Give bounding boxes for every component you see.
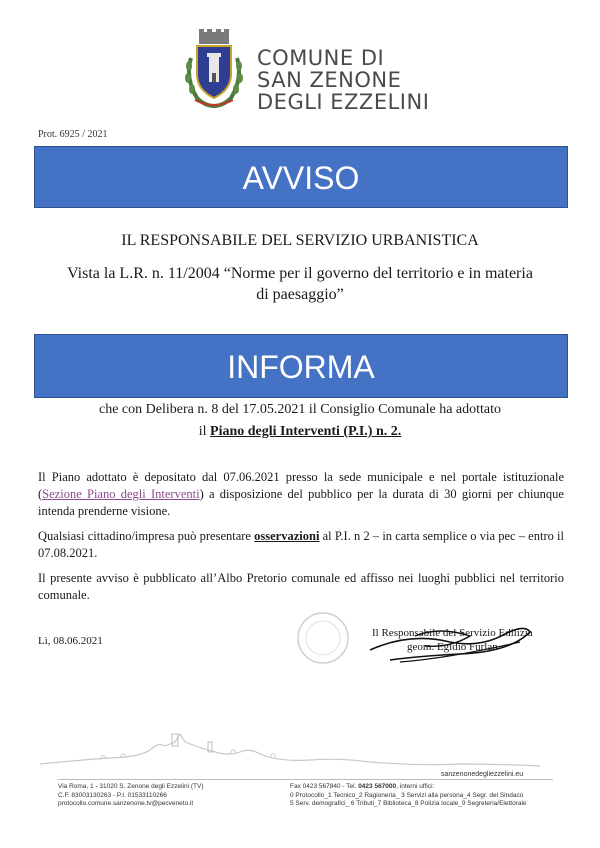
- footer-address: [58, 783, 203, 809]
- delibera-line: che con Delibera n. 8 del 17.05.2021 il Consiglio Comunale ha adottato: [98, 402, 502, 417]
- website-url[interactable]: sanzenonedegliezzelini.eu: [441, 771, 524, 778]
- paragraph-deposit-after: ) a disposizione del pubblico per la durata di 30 giorni per chiunque intenda prenderne visione.: [38, 487, 564, 518]
- footer-contacts: [290, 783, 527, 809]
- footer-pec-email[interactable]: protocollo.comune.sanzenone.tv@pecveneto.it: [58, 800, 194, 807]
- paragraph-observations-before: Qualsiasi cittadino/impresa può presentare: [38, 529, 255, 543]
- comune-name-line-3: DEGLI EZZELINI: [257, 90, 430, 114]
- paragraph-publication: Il presente avviso è pubblicato all’Albo Pretorio comunale ed affisso nei luoghi pubblici nel territorio comunale.: [38, 571, 564, 602]
- observations-keyword: osservazioni: [254, 529, 320, 543]
- piano-line: [0, 424, 600, 440]
- vista-line-2: di paesaggio”: [256, 286, 344, 303]
- paragraph-deposit: [38, 469, 564, 520]
- comune-name-line-1: COMUNE DI: [257, 46, 385, 70]
- informa-banner: INFORMA: [34, 334, 568, 398]
- piano-interventi-link[interactable]: Sezione Piano degli Interventi: [42, 487, 200, 501]
- piano-title: Piano degli Interventi (P.I.) n. 2.: [210, 424, 402, 439]
- coat-of-arms-icon: [183, 28, 245, 110]
- footer-contacts-line-3: 5 Serv. demografici_ 6 Tributi_7 Biblioteca_8 Polizia locale_9 Segreteria/Elettorale: [290, 800, 527, 807]
- landscape-drawing: [40, 712, 540, 770]
- paragraph-observations: [38, 528, 564, 562]
- protocol-number: Prot. 6925 / 2021: [38, 129, 108, 140]
- footer-address-line-1: Via Roma, 1 - 31020 S. Zenone degli Ezzelini (TV): [58, 783, 204, 790]
- signature-name: geom. Egidio Furlan: [407, 641, 498, 653]
- paragraph-observations-after: al P.I. n 2 – in carta semplice o via pec – entro il 07.08.2021.: [38, 529, 564, 560]
- paragraph-deposit-before: Il Piano adottato è depositato dal 07.06.2021 presso la sede municipale e nel portale istituzionale (: [38, 470, 564, 501]
- vista-line-1: Vista la L.R. n. 11/2004 “Norme per il governo del territorio e in materia: [67, 265, 533, 282]
- responsabile-heading: IL RESPONSABILE DEL SERVIZIO URBANISTICA: [121, 232, 479, 249]
- footer-offices-label: , interni uffici:: [396, 783, 435, 790]
- piano-prefix: il: [198, 424, 207, 439]
- footer-divider: [58, 779, 553, 780]
- footer-contacts-line-2: 0 Protocollo_1 Tecnico_2 Ragioneria_ 3 Servizi alla persona_4 Segr. del Sindaco: [290, 791, 524, 799]
- comune-name-line-2: SAN ZENONE: [257, 68, 402, 92]
- place-date: Lì, 08.06.2021: [38, 635, 103, 647]
- footer-fax-label: Fax 0423 567840 - Tel.: [290, 783, 359, 790]
- avviso-banner: AVVISO: [34, 146, 568, 208]
- footer-contacts-line-1: [290, 783, 527, 792]
- signature-title: Il Responsabile del Servizio Edilizia: [372, 627, 533, 639]
- footer-phone: 0423 567000: [358, 783, 397, 790]
- handwritten-signature-icon: [330, 612, 560, 672]
- footer-address-line-2: C.F. 83003130263 - P.I. 01533110266: [58, 791, 167, 799]
